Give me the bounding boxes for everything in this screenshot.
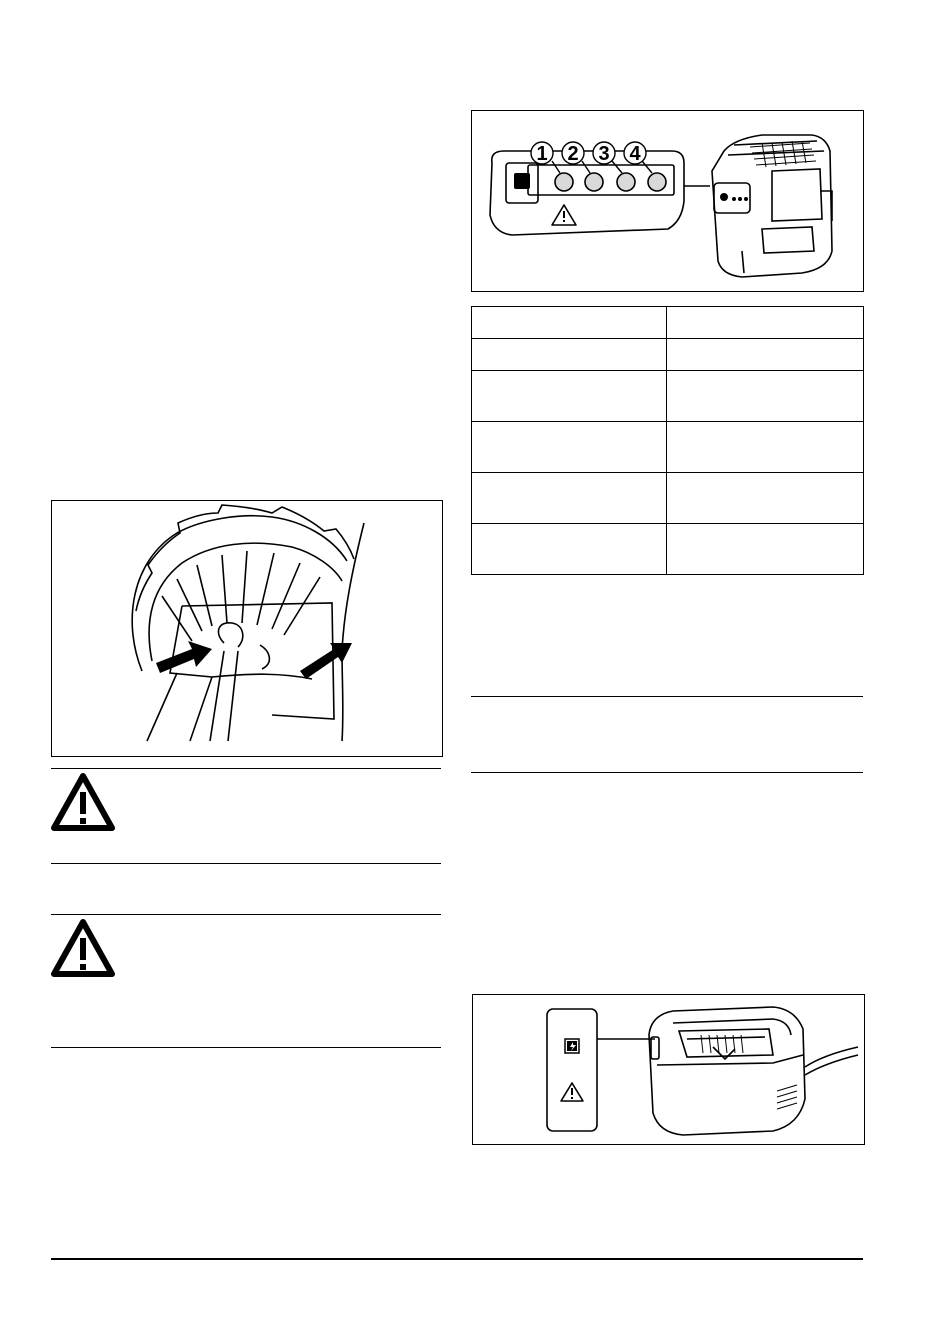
callout-1: 1 xyxy=(536,143,548,165)
table-cell xyxy=(472,339,667,371)
table-cell xyxy=(472,473,667,524)
led-2 xyxy=(585,173,603,191)
battery-charge-icon xyxy=(565,1039,579,1053)
battery-illustration xyxy=(472,111,863,291)
wheel-illustration xyxy=(52,501,442,756)
table-row xyxy=(472,339,864,371)
table-cell xyxy=(472,422,667,473)
table-cell xyxy=(472,307,667,339)
table-cell xyxy=(667,524,864,575)
warning-triangle-icon xyxy=(561,1083,583,1101)
led-status-table xyxy=(471,306,864,575)
charger-figure xyxy=(472,994,865,1145)
note-bottom-rule xyxy=(471,772,863,773)
warning-1-top-rule xyxy=(51,768,441,769)
table-cell xyxy=(667,339,864,371)
callout-3: 3 xyxy=(598,143,610,165)
warning-1-bottom-rule xyxy=(51,863,441,864)
note-top-rule xyxy=(471,696,863,697)
table-row xyxy=(472,371,864,422)
table-cell xyxy=(472,371,667,422)
warning-2-top-rule xyxy=(51,914,441,915)
warning-2-bottom-rule xyxy=(51,1047,441,1048)
battery-led-figure xyxy=(471,110,864,292)
table-row xyxy=(472,473,864,524)
warning-triangle-icon xyxy=(50,918,116,978)
charger-illustration xyxy=(473,995,864,1144)
callout-2: 2 xyxy=(567,143,579,165)
table-row xyxy=(472,524,864,575)
table-cell xyxy=(667,307,864,339)
led-3 xyxy=(617,173,635,191)
wheel-handle-figure xyxy=(51,500,443,757)
footer-rule xyxy=(51,1258,863,1260)
led-1 xyxy=(555,173,573,191)
led-4 xyxy=(648,173,666,191)
table-cell xyxy=(472,524,667,575)
callout-4: 4 xyxy=(629,143,641,165)
table-cell xyxy=(667,422,864,473)
table-cell xyxy=(667,473,864,524)
table-row xyxy=(472,422,864,473)
table-cell xyxy=(667,371,864,422)
table-row xyxy=(472,307,864,339)
warning-triangle-icon xyxy=(552,205,576,225)
warning-triangle-icon xyxy=(50,772,116,832)
